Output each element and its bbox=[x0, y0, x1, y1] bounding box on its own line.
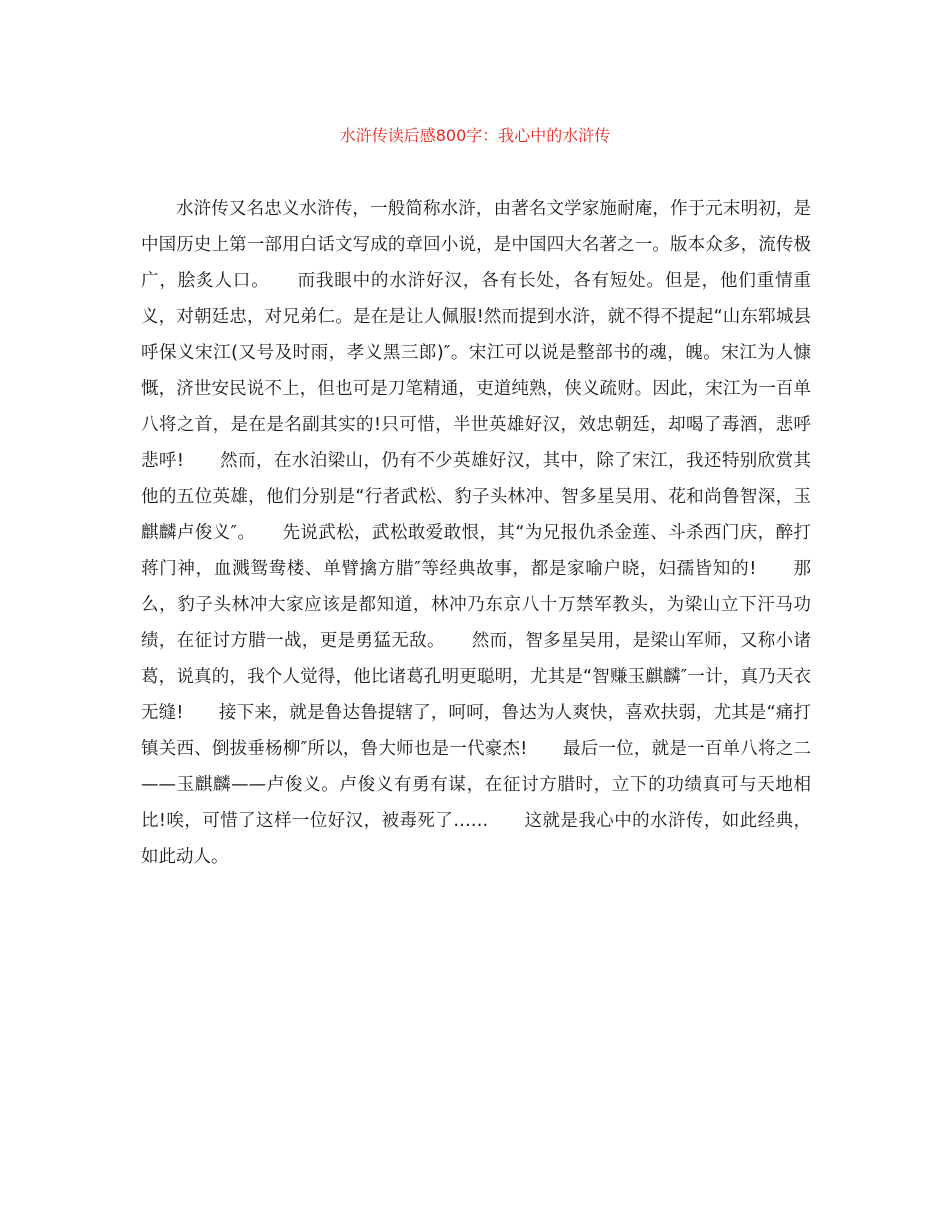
document-title: 水浒传读后感800字：我心中的水浒传 bbox=[339, 126, 611, 145]
document-body: 水浒传又名忠义水浒传，一般简称水浒，由著名文学家施耐庵，作于元末明初，是中国历史上第一部用白话文写成的章回小说，是中国四大名著之一。版本众多，流传极广，脍炙人口。 而我眼中的水浒好汉，各有长处，各有短处。但是，他们重情重义，对朝廷忠，对兄弟仁。是在是让人佩服!然而提到水浒，就不得不提起“山东郓城县呼保义宋江(又号及时雨，孝义黑三郎)″。宋江可以说是整部书的魂，魄。宋江为人慷慨，济世安民说不上，但也可是刀笔精通，吏道纯熟，侠义疏财。因此，宋江为一百单八将之首，是在是名副其实的!只可惜，半世英雄好汉，效忠朝廷，却喝了毒酒，悲呼悲呼! 然而，在水泊梁山，仍有不少英雄好汉，其中，除了宋江，我还特别欣赏其他的五位英雄，他们分别是“行者武松、豹子头林冲、智多星吴用、花和尚鲁智深，玉麒麟卢俊义″。 先说武松，武松敢爱敢恨，其“为兄报仇杀金莲、斗杀西门庆，醉打蒋门神，血溅鸳鸯楼、单臂擒方腊″等经典故事，都是家喻户晓，妇孺皆知的! 那么，豹子头林冲大家应该是都知道，林冲乃东京八十万禁军教头，为梁山立下汗马功绩，在征讨方腊一战，更是勇猛无敌。 然而，智多星吴用，是梁山军师，又称小诸葛，说真的，我个人觉得，他比诸葛孔明更聪明，尤其是“智赚玉麒麟″一计，真乃天衣无缝! 接下来，就是鲁达鲁提辖了，呵呵，鲁达为人爽快，喜欢扶弱，尤其是“痛打镇关西、倒拔垂杨柳″所以，鲁大师也是一代豪杰! 最后一位，就是一百单八将之二——玉麒麟——卢俊义。卢俊义有勇有谋，在征讨方腊时，立下的功绩真可与天地相比!唉，可惜了这样一位好汉，被毒死了…… 这就是我心中的水浒传，如此经典，如此动人。 bbox=[141, 199, 811, 867]
